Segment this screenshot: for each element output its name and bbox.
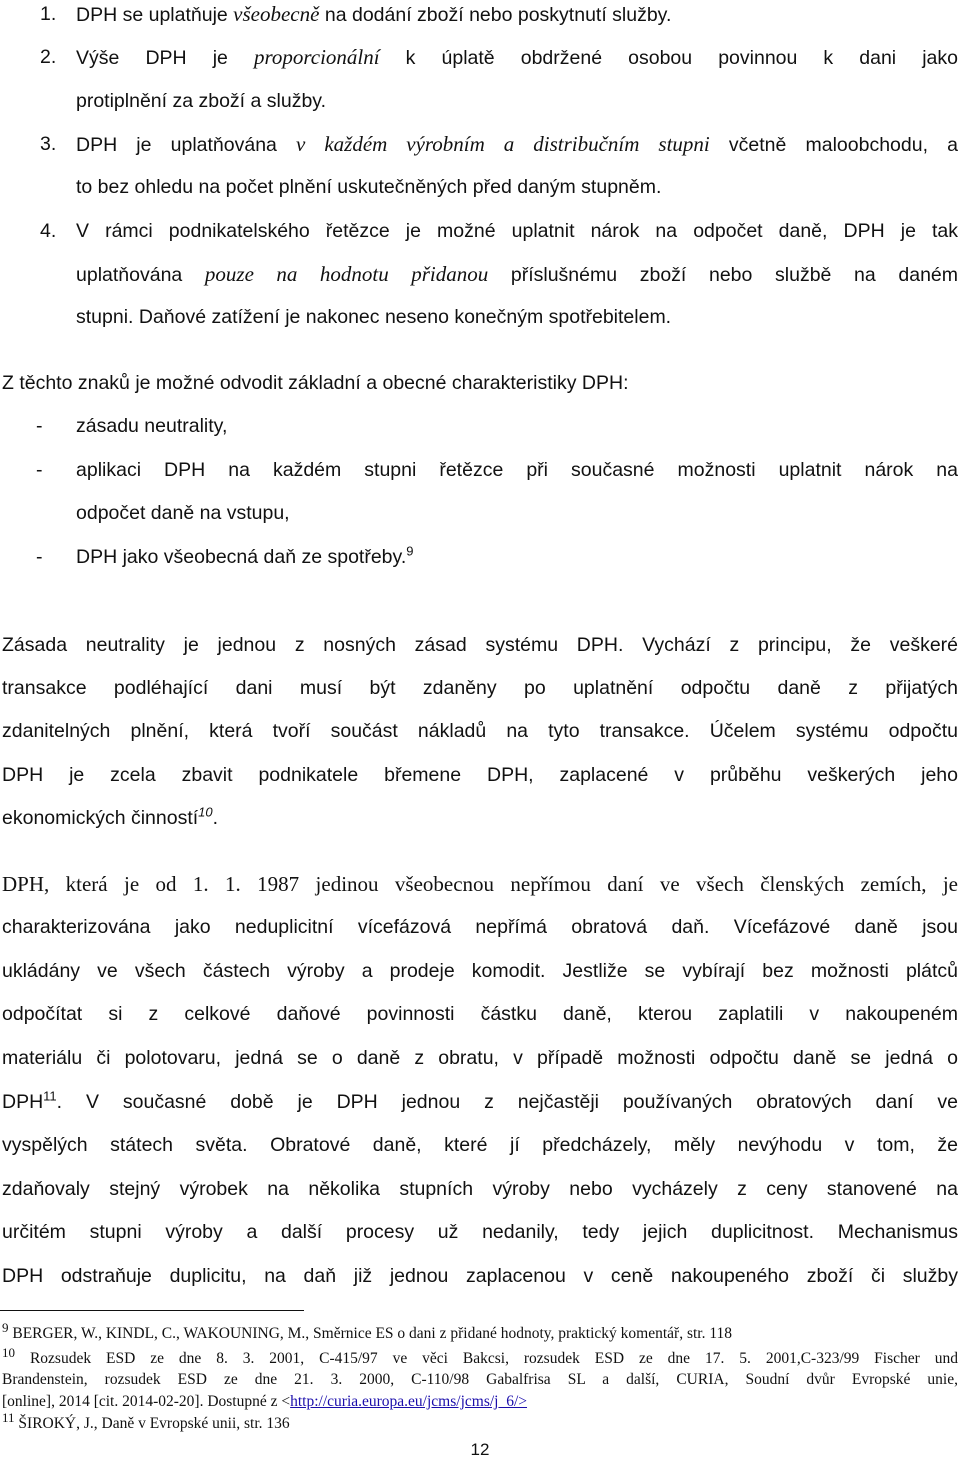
paragraph-line: materiálu či polotovaru, jedná se o daně z obratu, v případě možnosti odpočtu daně se jedná o — [2, 1047, 958, 1069]
list-item-4-text-end: příslušnému zboží nebo službě na daném — [488, 264, 959, 286]
list-item-4-emphasis: pouze na hodnotu přidanou — [204, 262, 489, 286]
dash-item-1: zásadu neutrality, — [76, 415, 228, 437]
footnote-ref-11: 11 — [43, 1088, 57, 1104]
dash-item-2-line-2: odpočet daně na vstupu, — [76, 502, 290, 524]
paragraph-line-text-end: . V současné době je DPH jednou z nejčastěji používaných obratových daní ve — [56, 1091, 958, 1113]
footnote-number: 9 — [2, 1319, 9, 1335]
list-item-1-text-end: na dodání zboží nebo poskytnutí služby. — [319, 4, 672, 26]
curia-link[interactable]: http://curia.europa.eu/jcms/jcms/j_6/> — [290, 1393, 528, 1410]
footnote-text: [online], 2014 [cit. 2014-02-20]. Dostupné z < — [2, 1393, 291, 1410]
list-item-2-line-1 — [76, 45, 958, 70]
list-number-3: 3. — [40, 133, 57, 155]
paragraph-end: . — [212, 807, 219, 829]
list-item-1-emphasis: všeobecně — [233, 2, 320, 26]
list-number-4: 4. — [40, 220, 57, 242]
list-item-3-text-end: včetně maloobchodu, a — [709, 134, 958, 156]
footnote-10-line-3 — [2, 1392, 527, 1412]
paragraph-line: charakterizována jako neduplicitní vícefázová nepřímá obratová daň. Vícefázové daně jsou — [2, 916, 958, 938]
paragraph-line: zdaňovaly stejný výrobek na několika stupních výroby nebo vycházely z ceny stanovené na — [2, 1178, 958, 1200]
paragraph-line: odpočítat si z celkové daňové povinnosti částku daně, kterou zaplatili v nakoupeném — [2, 1003, 958, 1025]
dash-item-3 — [76, 545, 413, 569]
page-number: 12 — [470, 1440, 490, 1459]
footnote-text: Rozsudek ESD ze dne 8. 3. 2001, C-415/97 ve věci Bakcsi, rozsudek ESD ze dne 17. 5. 2001,C-323/99 Fischer und — [29, 1350, 958, 1367]
list-item-3-line-2: to bez ohledu na počet plnění uskutečněných před daným stupněm. — [76, 176, 662, 198]
list-item-1-text: DPH se uplatňuje — [76, 4, 234, 26]
list-item-3-line-1 — [76, 132, 958, 157]
dash-bullet: - — [36, 546, 43, 568]
paragraph-line: zdanitelných plnění, která tvoří součást nákladů na tyto transakce. Účelem systému odpočtu — [2, 720, 958, 742]
list-item-2-emphasis: proporcionální — [253, 45, 380, 69]
paragraph-line: určitém stupni výroby a další procesy už nedanily, tedy jejich duplicitnost. Mechanismus — [2, 1221, 958, 1243]
list-item-1 — [76, 2, 671, 27]
footnote-text: ŠIROKÝ, J., Daně v Evropské unii, str. 136 — [18, 1415, 290, 1432]
dash-item-2-line-1: aplikaci DPH na každém stupni řetězce při současné možnosti uplatnit nárok na — [76, 459, 958, 481]
list-item-2-text: Výše DPH je — [76, 47, 254, 69]
footnote-10-line-2: Brandenstein, rozsudek ESD ze dne 21. 3. 2000, C-110/98 Gabalfrisa SL a další, CURIA, Soudní dvůr Evropské unie, — [2, 1371, 958, 1388]
paragraph-line — [2, 1090, 958, 1114]
dash-item-3-text: DPH jako všeobecná daň ze spotřeby. — [76, 546, 407, 568]
paragraph-line — [2, 806, 218, 830]
list-item-4-text: uplatňována — [76, 264, 205, 286]
paragraph-line-text: ekonomických činností — [2, 807, 199, 829]
dash-bullet: - — [36, 459, 43, 481]
dash-bullet: - — [36, 415, 43, 437]
list-number-1: 1. — [40, 3, 57, 25]
paragraph-line-text: DPH — [2, 1091, 44, 1113]
paragraph-line: DPH je zcela zbavit podnikatele břemene DPH, zaplacené v průběhu veškerých jeho — [2, 764, 958, 786]
paragraph-line: DPH, která je od 1. 1. 1987 jedinou všeobecnou nepřímou daní ve všech členských zemích, je — [2, 872, 958, 896]
footnote-number: 10 — [2, 1344, 15, 1360]
paragraph-line: Zásada neutrality je jednou z nosných zásad systému DPH. Vychází z principu, že veškeré — [2, 634, 958, 656]
footnote-11 — [2, 1409, 290, 1434]
characteristics-intro: Z těchto znaků je možné odvodit základní a obecné charakteristiky DPH: — [2, 372, 629, 394]
list-item-2-line-2: protiplnění za zboží a služby. — [76, 90, 327, 112]
paragraph-line: transakce podléhající dani musí být zdaněny po uplatnění odpočtu daně z přijatých — [2, 677, 958, 699]
footnote-separator — [0, 1310, 304, 1311]
list-item-3-text: DPH je uplatňována — [76, 134, 297, 156]
list-item-3-emphasis: v každém výrobním a distribučním stupni — [296, 132, 710, 156]
footnote-9 — [2, 1319, 733, 1344]
footnote-text: BERGER, W., KINDL, C., WAKOUNING, M., Směrnice ES o dani z přidané hodnoty, praktický komentář, str. 118 — [12, 1325, 733, 1342]
footnote-ref-10: 10 — [198, 804, 213, 820]
list-number-2: 2. — [40, 46, 57, 68]
footnote-10-line-1 — [2, 1344, 958, 1369]
footnote-number: 11 — [2, 1409, 15, 1425]
list-item-2-text-end: k úplatě obdržené osobou povinnou k dani jako — [379, 47, 958, 69]
paragraph-line: vyspělých státech světa. Obratové daně, které jí předcházely, měly nevýhodu v tom, že — [2, 1134, 958, 1156]
paragraph-line: DPH odstraňuje duplicitu, na daň již jednou zaplacenou v ceně nakoupeného zboží či služby — [2, 1265, 958, 1287]
list-item-4-line-3: stupni. Daňové zatížení je nakonec neseno konečným spotřebitelem. — [76, 306, 672, 328]
footnote-ref-9: 9 — [406, 543, 414, 559]
paragraph-line: ukládány ve všech částech výroby a prodeje komodit. Jestliže se vybírají bez možnosti plátců — [2, 960, 958, 982]
list-item-4-line-1: V rámci podnikatelského řetězce je možné uplatnit nárok na odpočet daně, DPH je tak — [76, 220, 958, 242]
list-item-4-line-2 — [76, 262, 958, 287]
